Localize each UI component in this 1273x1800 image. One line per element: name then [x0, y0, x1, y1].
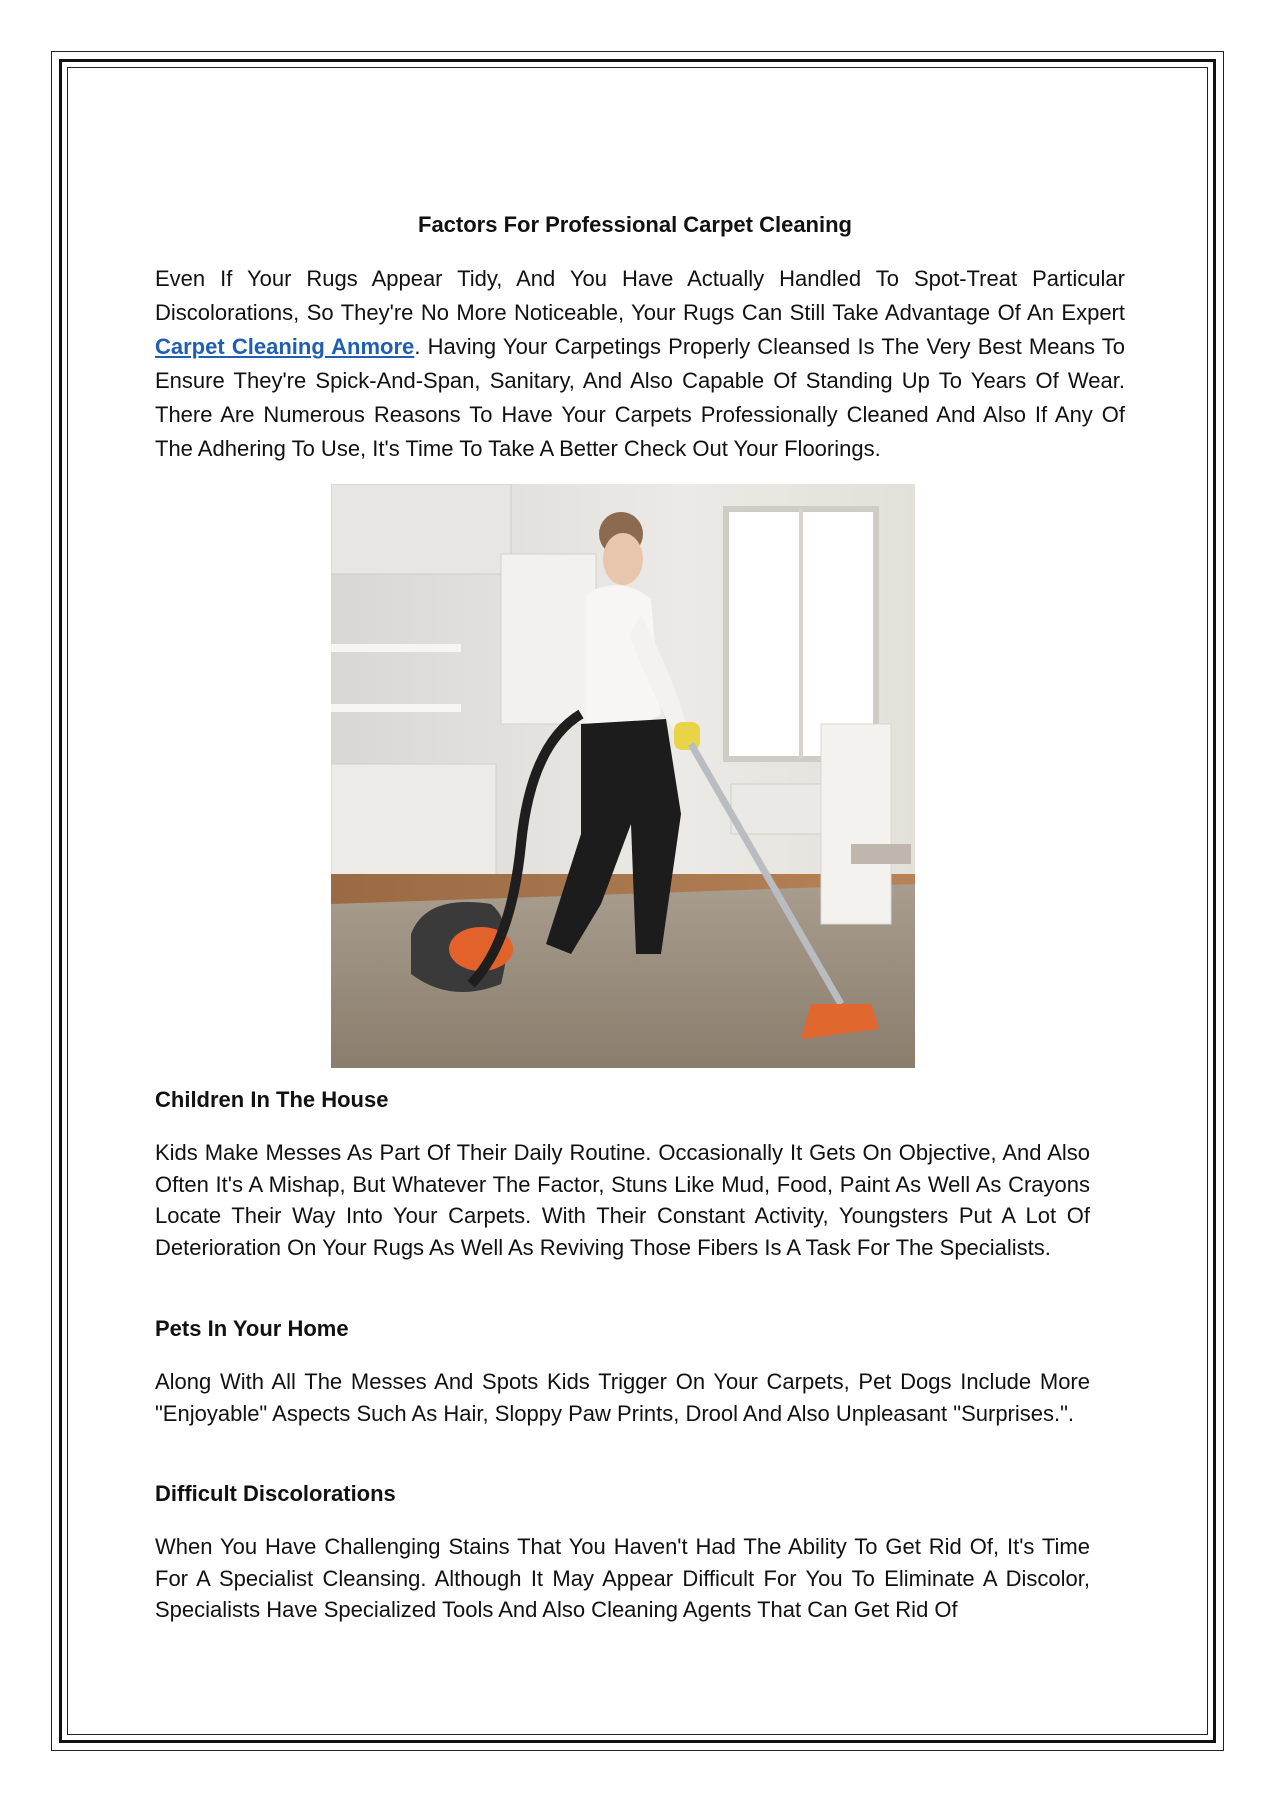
- woman-vacuuming-carpet-photo: [331, 484, 915, 1068]
- section-heading-pets: Pets In Your Home: [155, 1316, 349, 1341]
- section-heading-discolorations: Difficult Discolorations: [155, 1481, 396, 1506]
- intro-text-end: . Having Your Carpetings Properly Cleansed Is The Very Best Means To Ensure They're Spick-And-Span, Sanitary, And Also Capable Of Standing Up To Years Of Wear. There Are Numerous Reasons To Have Your Carpets Professionally Cleaned And Also If Any Of The Adhering To Use, It's Time To Take A Better Check Out Your Floorings.: [155, 334, 1125, 461]
- section-heading-children: Children In The House: [155, 1087, 389, 1112]
- intro-paragraph: [155, 262, 1125, 466]
- document-title: Factors For Professional Carpet Cleaning: [418, 212, 852, 237]
- section-body-children: Kids Make Messes As Part Of Their Daily Routine. Occasionally It Gets On Objective, And Also Often It's A Mishap, But Whatever The Factor, Stuns Like Mud, Food, Paint As Well As Crayons Locate Their Way Into Your Carpets. With Their Constant Activity, Youngsters Put A Lot Of Deterioration On Your Rugs As Well As Reviving Those Fibers Is A Task For The Specialists.: [155, 1140, 1090, 1260]
- carpet-cleaning-anmore-link[interactable]: Carpet Cleaning Anmore: [155, 334, 415, 359]
- section-body-discolorations: When You Have Challenging Stains That You Haven't Had The Ability To Get Rid Of, It's Time For A Specialist Cleansing. Although It May Appear Difficult For You To Eliminate A Discolor, Specialists Have Specialized Tools And Also Cleaning Agents That Can Get Rid Of: [155, 1534, 1090, 1622]
- section-body-pets: Along With All The Messes And Spots Kids Trigger On Your Carpets, Pet Dogs Include More "Enjoyable" Aspects Such As Hair, Sloppy Paw Prints, Drool And Also Unpleasant "Surprises.".: [155, 1369, 1090, 1426]
- intro-text-start: Even If Your Rugs Appear Tidy, And You Have Actually Handled To Spot-Treat Particular Discolorations, So They're No More Noticeable, Your Rugs Can Still Take Advantage Of An Expert: [155, 266, 1125, 325]
